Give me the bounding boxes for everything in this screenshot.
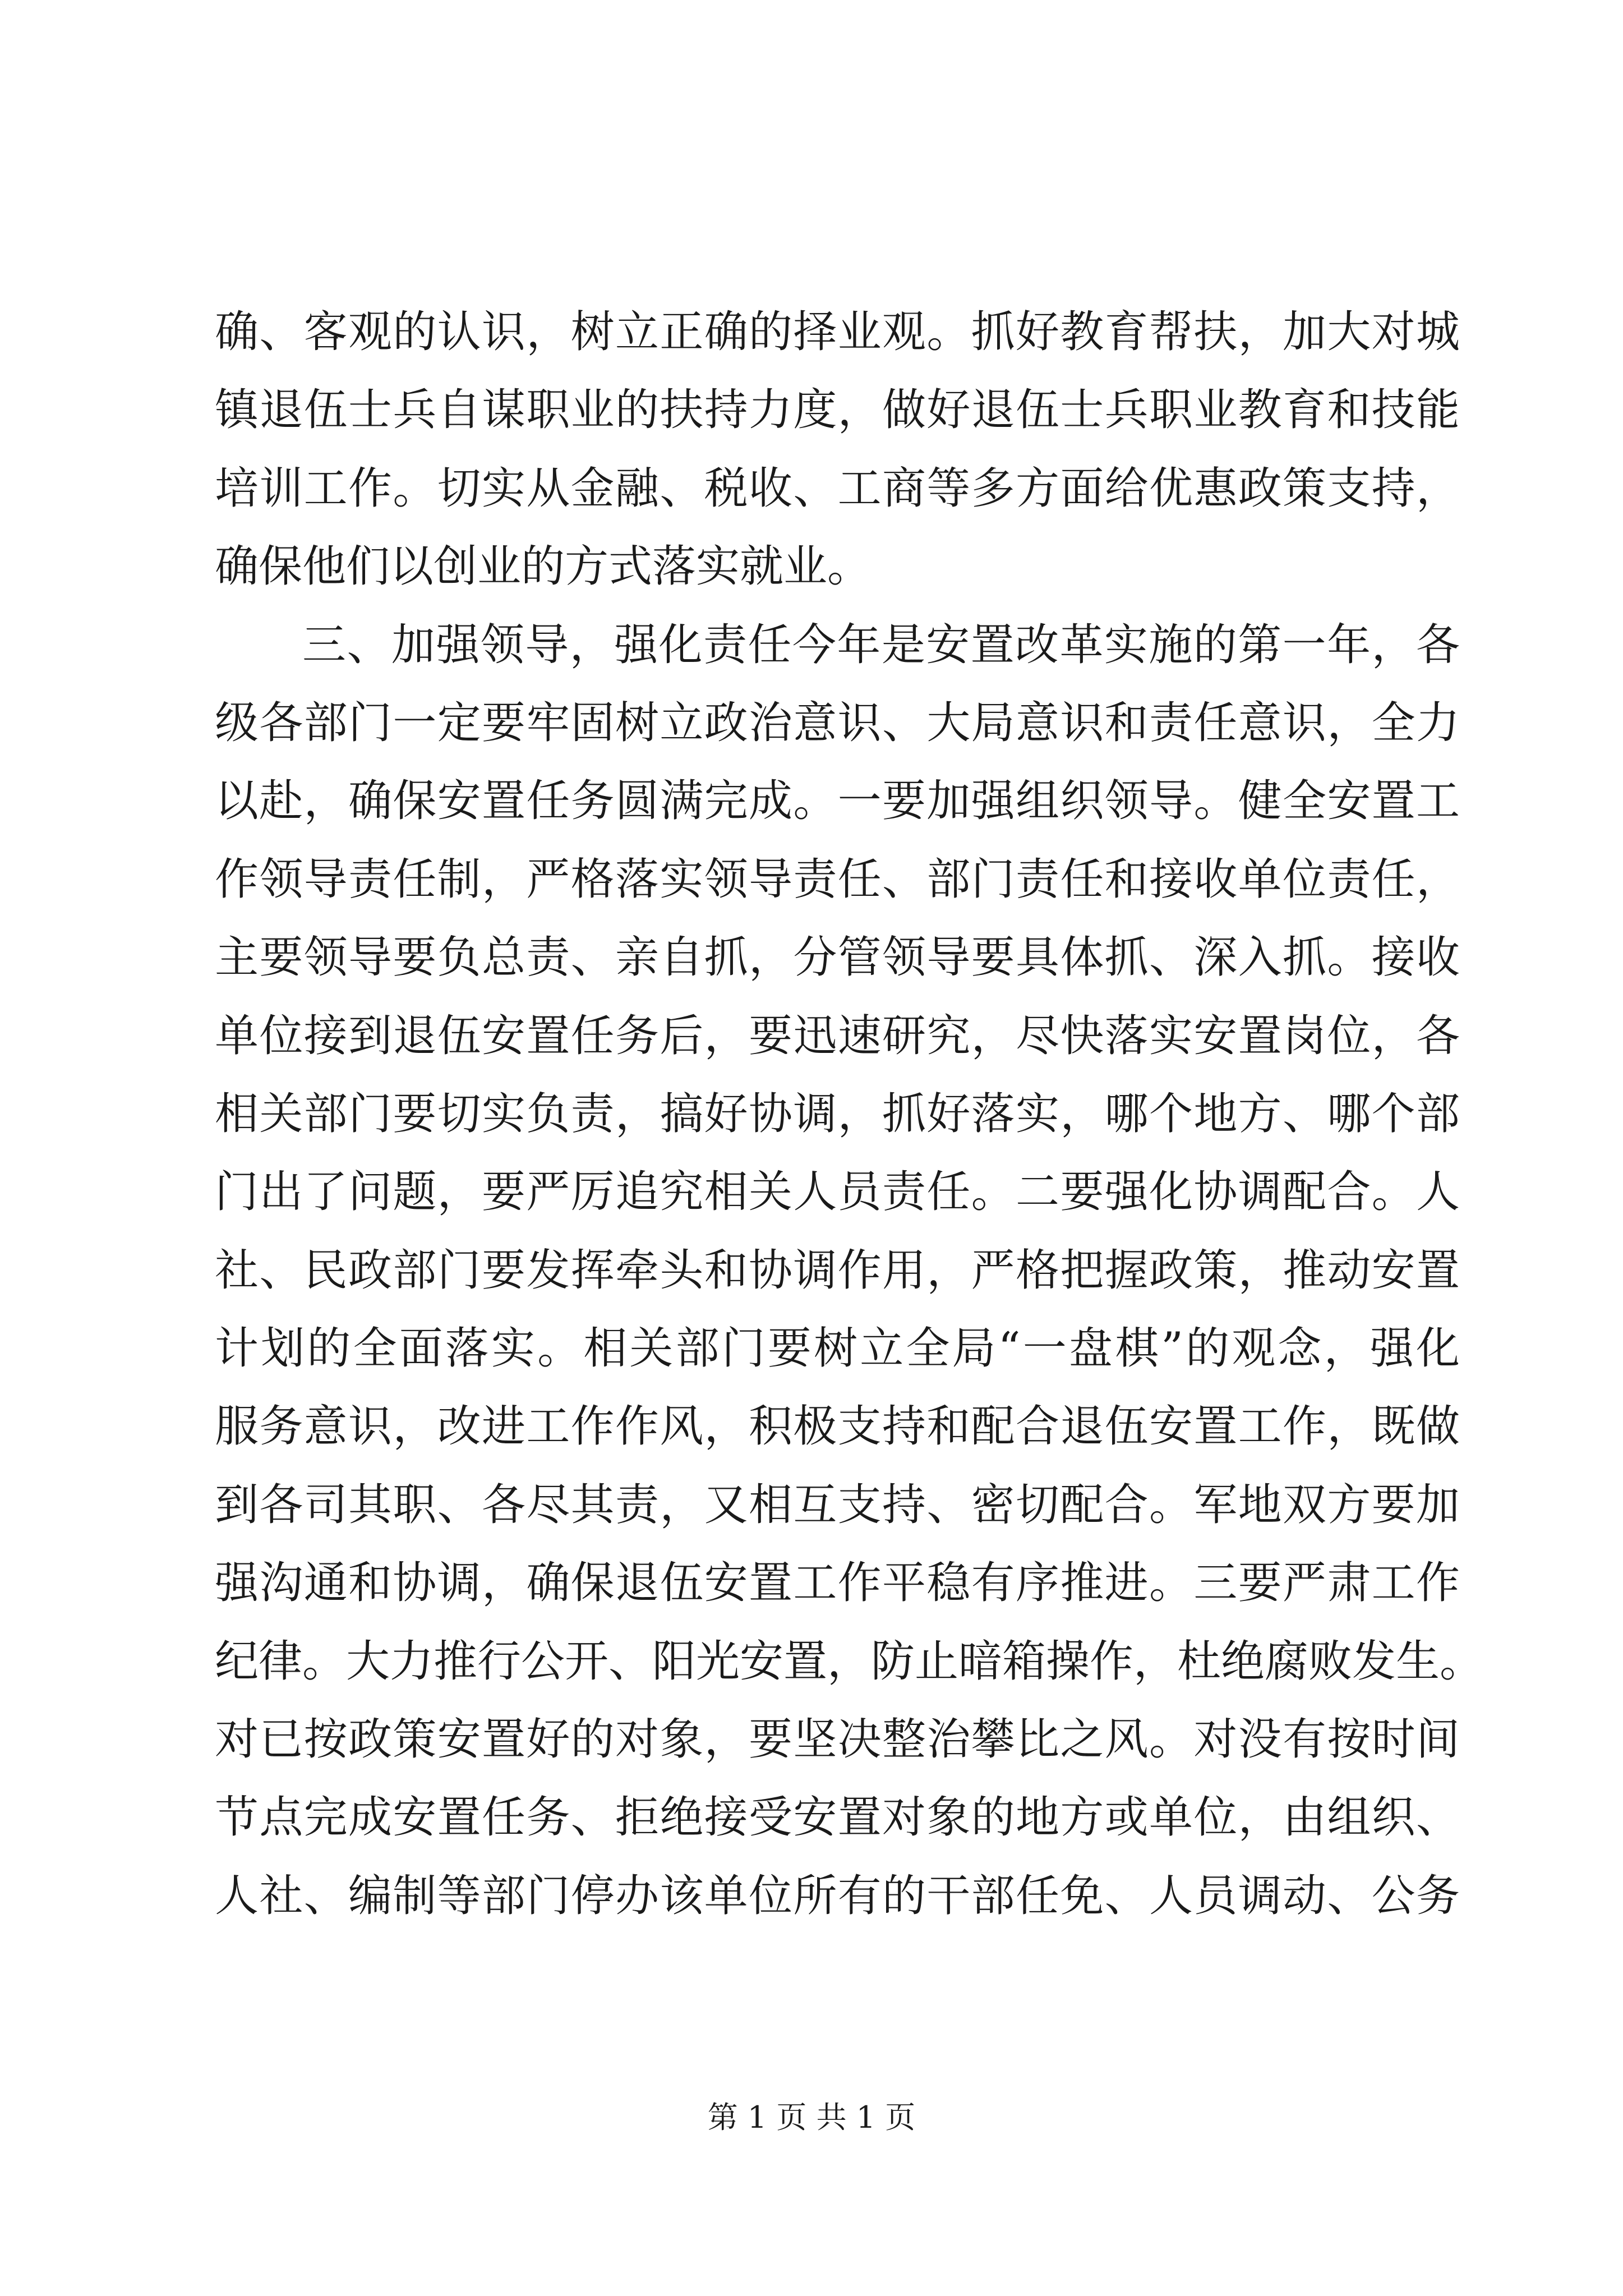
text-line: 服务意识，改进工作作风，积极支持和配合退伍安置工作，既做 <box>215 1401 1460 1452</box>
text-line: 对已按政策安置好的对象，要坚决整治攀比之风。对没有按时间 <box>215 1714 1460 1765</box>
text-line: 社、民政部门要发挥牵头和协调作用，严格把握政策，推动安置 <box>215 1245 1460 1296</box>
page-footer <box>0 2098 1623 2137</box>
text-line: 门出了问题，要严厉追究相关人员责任。二要强化协调配合。人 <box>215 1167 1460 1218</box>
page-number: 第 1 页 共 1 页 <box>707 2100 916 2135</box>
text-line: 培训工作。切实从金融、税收、工商等多方面给优惠政策支持， <box>215 463 1460 514</box>
text-line: 主要领导要负总责、亲自抓，分管领导要具体抓、深入抓。接收 <box>215 932 1460 983</box>
text-line: 节点完成安置任务、拒绝接受安置对象的地方或单位，由组织、 <box>215 1792 1460 1843</box>
text-line: 相关部门要切实负责，搞好协调，抓好落实，哪个地方、哪个部 <box>215 1088 1460 1139</box>
text-line: 以赴，确保安置任务圆满完成。一要加强组织领导。健全安置工 <box>215 776 1460 827</box>
text-line: 作领导责任制，严格落实领导责任、部门责任和接收单位责任， <box>215 854 1460 905</box>
text-line: 到各司其职、各尽其责，又相互支持、密切配合。军地双方要加 <box>215 1479 1460 1530</box>
paragraph-start-line: 三、加强领导，强化责任今年是安置改革实施的第一年，各 <box>302 619 1460 670</box>
text-line: 级各部门一定要牢固树立政治意识、大局意识和责任意识，全力 <box>215 697 1460 748</box>
text-line: 单位接到退伍安置任务后，要迅速研究，尽快落实安置岗位，各 <box>215 1010 1460 1061</box>
text-line: 计划的全面落实。相关部门要树立全局“一盘棋”的观念，强化 <box>215 1323 1460 1374</box>
text-line: 确、客观的认识，树立正确的择业观。抓好教育帮扶，加大对城 <box>215 307 1460 357</box>
text-line: 人社、编制等部门停办该单位所有的干部任免、人员调动、公务 <box>215 1870 1460 1921</box>
body-text <box>215 293 1484 1935</box>
text-line: 镇退伍士兵自谋职业的扶持力度，做好退伍士兵职业教育和技能 <box>215 385 1460 436</box>
text-line: 纪律。大力推行公开、阳光安置，防止暗箱操作，杜绝腐败发生。 <box>215 1636 1484 1687</box>
text-line: 强沟通和协调，确保退伍安置工作平稳有序推进。三要严肃工作 <box>215 1558 1460 1609</box>
text-line: 确保他们以创业的方式落实就业。 <box>215 541 872 592</box>
